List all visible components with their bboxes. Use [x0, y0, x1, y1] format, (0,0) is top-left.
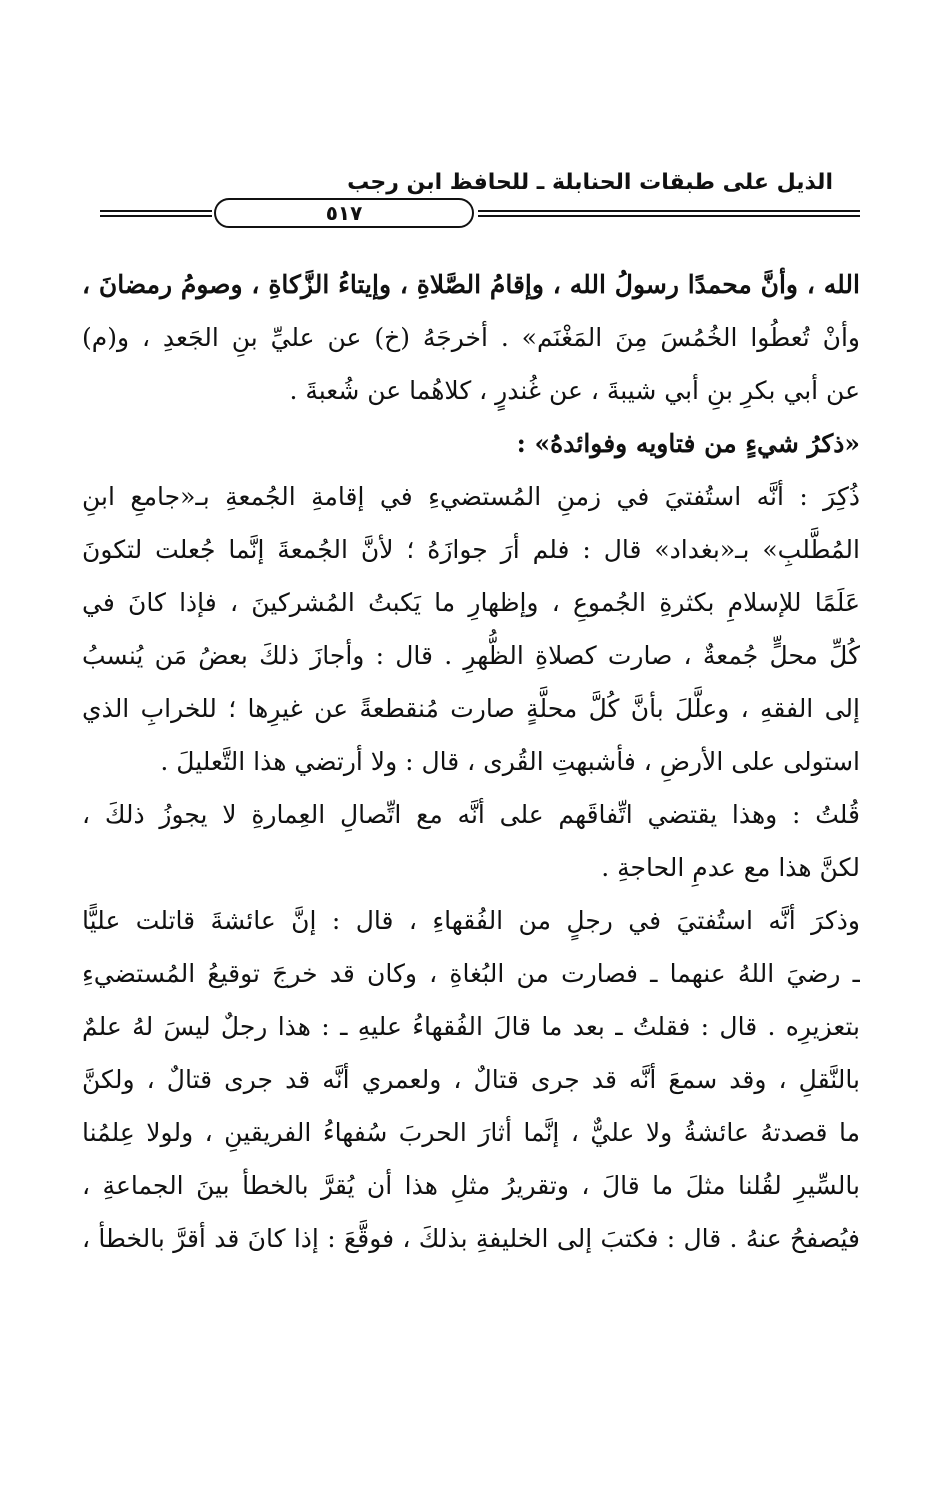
- text-line: ـ رضيَ اللهُ عنهما ـ فصارت من البُغاةِ ، وكان قد خرجَ توقيعُ المُستضيءِ: [82, 959, 860, 988]
- text-line: استولى على الأرضِ ، فأشبهتِ القُرى ، قال : ولا أرتضي هذا التَّعليلَ .: [160, 747, 860, 776]
- text-line: فيُصفحُ عنهُ . قال : فكتبَ إلى الخليفةِ بذلكَ ، فوقَّعَ : إذا كانَ قد أقرَّ بالخطأ ،: [82, 1224, 860, 1253]
- header-rule: [100, 198, 860, 232]
- text-line: قُلتُ : وهذا يقتضي اتِّفاقَهم على أنَّه مع اتِّصالِ العِمارةِ لا يجوزُ ذلكَ ،: [82, 800, 860, 829]
- body-text: [82, 258, 860, 1265]
- text-line: بتعزيرِه . قال : فقلتُ ـ بعد ما قالَ الفُقهاءُ عليهِ ـ : هذا رجلٌ ليسَ لهُ علمٌ: [82, 1012, 860, 1041]
- text-line: كُلِّ محلٍّ جُمعةٌ ، صارت كصلاةِ الظُّهرِ . قال : وأجازَ ذلكَ بعضُ مَن يُنسبُ: [82, 641, 860, 670]
- text-line: ما قصدتهُ عائشةُ ولا عليٌّ ، إنَّما أثارَ الحربَ سُفهاءُ الفريقينِ ، ولولا عِلمُنا: [82, 1118, 860, 1147]
- text-line: بالنَّقلِ ، وقد سمعَ أنَّه قد جرى قتالٌ ، ولعمري أنَّه قد جرى قتالٌ ، ولكنَّ: [82, 1065, 860, 1094]
- text-line: بالسِّيرِ لقُلنا مثلَ ما قالَ ، وتقريرُ مثلِ هذا أن يُقرَّ بالخطأ بينَ الجماعةِ ،: [82, 1171, 860, 1200]
- text-line: عَلَمًا للإسلامِ بكثرةِ الجُموعِ ، وإظهارِ ما يَكبتُ المُشركينَ ، فإذا كانَ في: [82, 588, 860, 617]
- text-line: إلى الفقهِ ، وعلَّلَ بأنَّ كُلَّ محلَّةٍ صارت مُنقطعةً عن غيرِها ؛ للخرابِ الذي: [82, 694, 860, 723]
- page-number: ٥١٧: [214, 198, 474, 228]
- text-line: عن أبي بكرِ بنِ أبي شيبةَ ، عن غُندرٍ ، كلاهُما عن شُعبةَ .: [289, 376, 860, 405]
- text-line: لكنَّ هذا مع عدمِ الحاجةِ .: [601, 853, 860, 882]
- text-line: الله ، وأنَّ محمدًا رسولُ الله ، وإقامُ الصَّلاةِ ، وإيتاءُ الزَّكاةِ ، وصومُ رمضانَ ،: [82, 270, 860, 299]
- header-rule-left: [100, 210, 212, 217]
- text-line: وذكرَ أنَّه استُفتيَ في رجلٍ من الفُقهاءِ ، قال : إنَّ عائشةَ قاتلت عليًّا: [82, 906, 860, 935]
- text-line: المُطَّلبِ» بـ«بغداد» قال : فلم أرَ جوازَهُ ؛ لأنَّ الجُمعةَ إنَّما جُعلت لتكونَ: [82, 535, 860, 564]
- section-heading: «ذكرُ شيءٍ من فتاويه وفوائدهُ» :: [516, 429, 860, 458]
- running-header-title: الذيل على طبقات الحنابلة ـ للحافظ ابن رجب: [347, 170, 833, 195]
- header-rule-right: [478, 210, 860, 217]
- text-line: ذُكِرَ : أنَّه استُفتيَ في زمنِ المُستضيءِ في إقامةِ الجُمعةِ بـ«جامعِ ابنِ: [82, 482, 860, 511]
- text-line: وأنْ تُعطُوا الخُمُسَ مِنَ المَغْنَم» . أخرجَهُ (خ) عن عليِّ بنِ الجَعدِ ، و(م): [82, 323, 860, 352]
